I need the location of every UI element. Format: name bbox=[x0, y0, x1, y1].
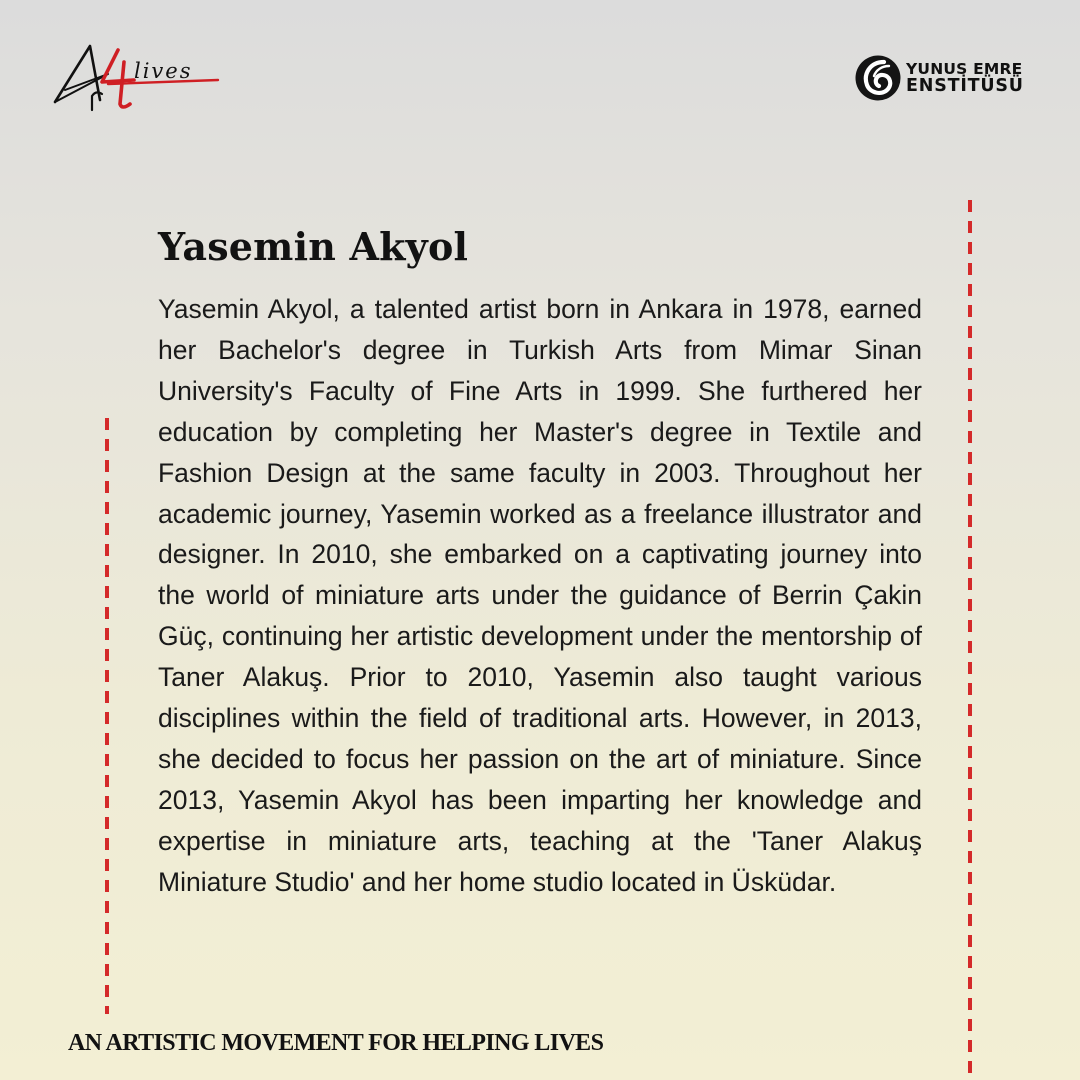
yunus-emre-title: YUNUS EMRE bbox=[906, 60, 1023, 78]
svg-text:lives: lives bbox=[134, 59, 193, 83]
art4lives-logo bbox=[52, 40, 224, 112]
yunus-emre-logo bbox=[854, 54, 1029, 104]
artist-name-heading: Yasemin Akyol bbox=[158, 224, 469, 269]
left-dashed-divider bbox=[105, 418, 109, 1014]
right-dashed-divider bbox=[968, 200, 972, 1080]
footer-tagline: AN ARTISTIC MOVEMENT FOR HELPING LIVES bbox=[68, 1030, 604, 1056]
yunus-emre-subtitle: ENSTİTÜSÜ bbox=[906, 76, 1024, 96]
art4lives-logo-mark bbox=[52, 40, 224, 112]
artist-biography: Yasemin Akyol, a talented artist born in Ankara in 1978, earned her Bachelor's degree in Turkish Arts from Mimar Sinan University's Faculty of Fine Arts in 1999. She furthered her education by completing her Master's degree in Textile and Fashion Design at the same faculty in 2003. Throughout her academic journey, Yasemin worked as a freelance illustrator and designer. In 2010, she embarked on a captivating journey into the world of miniature arts under the guidance of Berrin Çakin Güç, continuing her artistic development under the mentorship of Taner Alakuş. Prior to 2010, Yasemin also taught various disciplines within the field of traditional arts. However, in 2013, she decided to focus her passion on the art of miniature. Since 2013, Yasemin Akyol has been imparting her knowledge and expertise in miniature arts, teaching at the 'Taner Alakuş Miniature Studio' and her home studio located in Üsküdar. bbox=[158, 294, 922, 897]
yunus-emre-emblem-icon bbox=[854, 54, 902, 102]
